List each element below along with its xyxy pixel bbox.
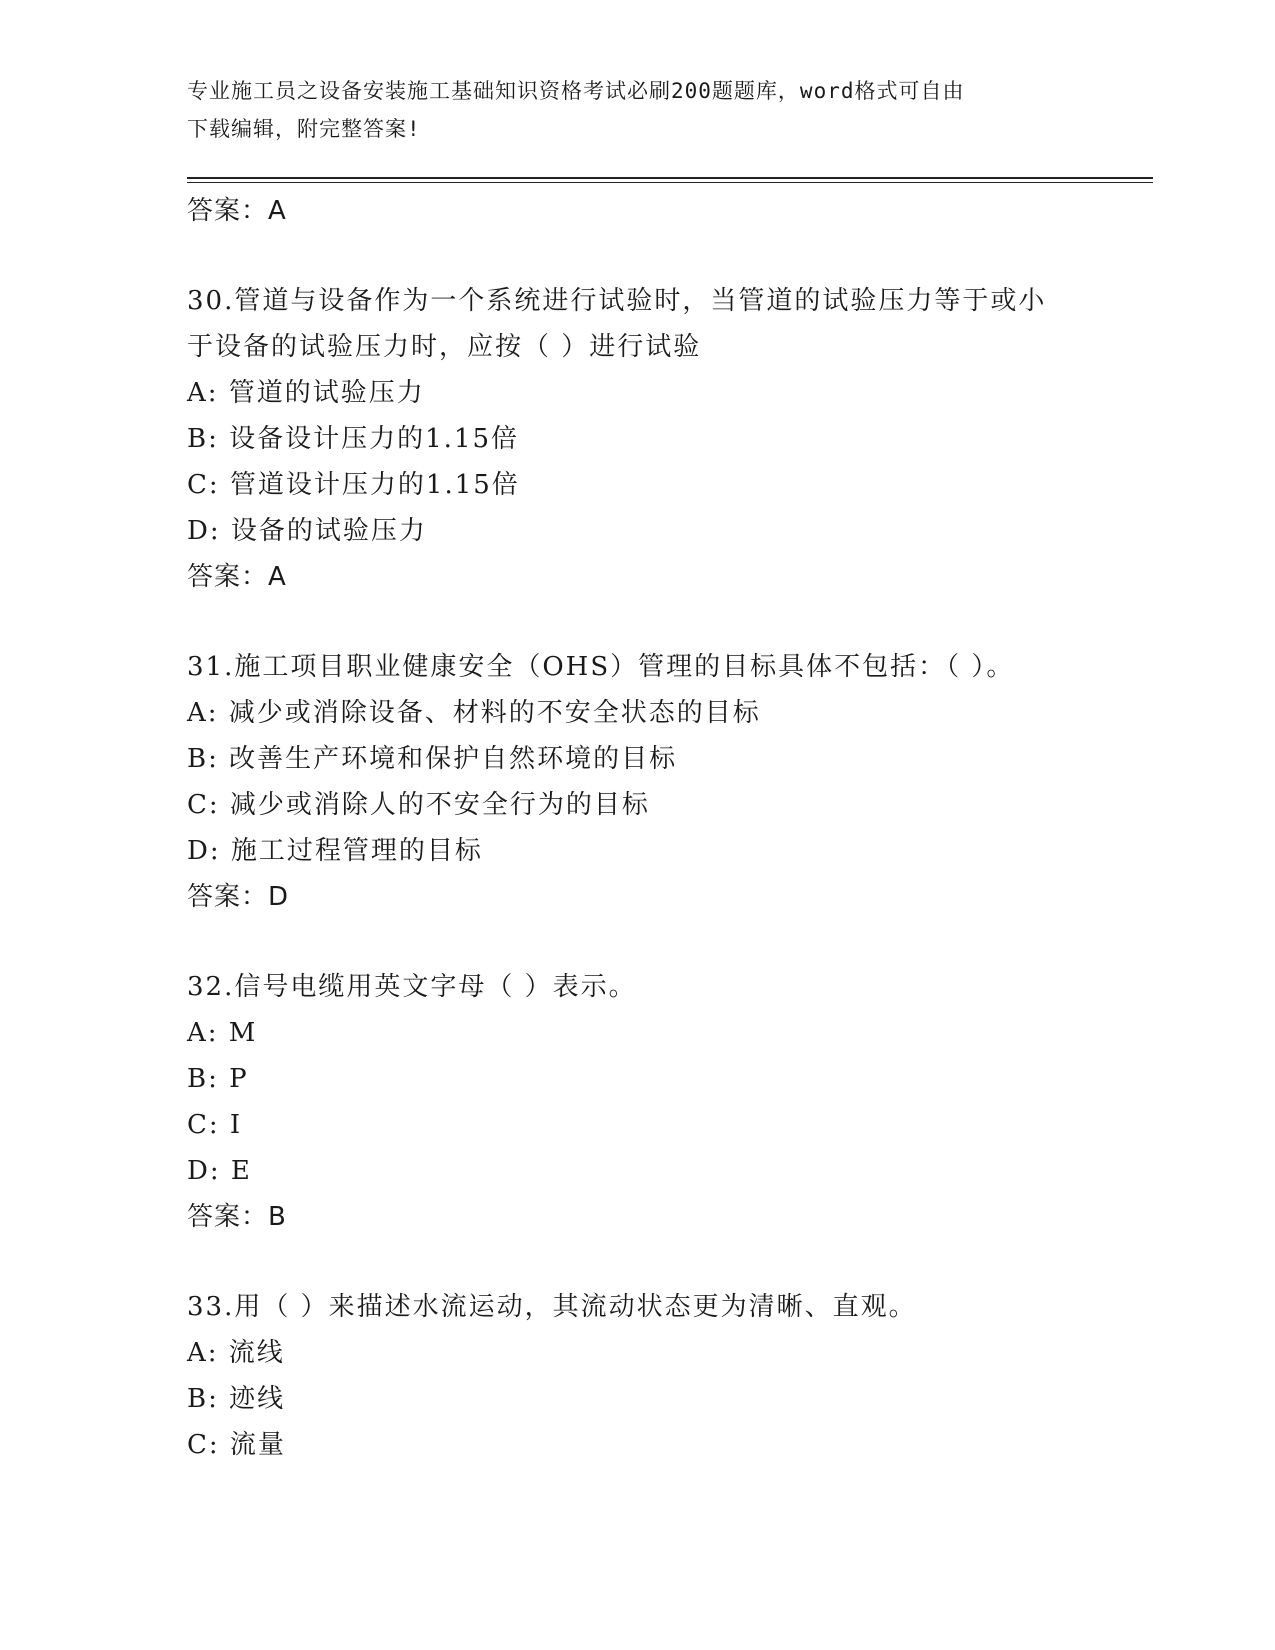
spacer (187, 600, 1087, 644)
option-a: A: 减少或消除设备、材料的不安全状态的目标 (187, 698, 761, 728)
option-c: C: 管道设计压力的1.15倍 (187, 470, 520, 500)
question-stem: 30.管道与设备作为一个系统进行试验时，当管道的试验压力等于或小 (187, 286, 1047, 316)
header-line-1: 专业施工员之设备安装施工基础知识资格考试必刷200题题库，word格式可自由 (187, 79, 965, 103)
question-32 (187, 964, 1087, 1240)
spacer (187, 1240, 1087, 1284)
option-a: A: 管道的试验压力 (187, 378, 425, 408)
question-stem: 31.施工项目职业健康安全（OHS）管理的目标具体不包括：（ ）。 (187, 652, 1015, 682)
header-line-2: 下载编辑，附完整答案! (187, 117, 421, 141)
question-30 (187, 278, 1087, 600)
option-b: B: 设备设计压力的1.15倍 (187, 424, 520, 454)
option-d: D: E (187, 1156, 252, 1186)
question-list (187, 188, 1087, 1468)
option-a: A: 流线 (187, 1338, 285, 1368)
question-stem: 于设备的试验压力时，应按（ ）进行试验 (187, 332, 702, 362)
option-b: B: 迹线 (187, 1384, 286, 1414)
header-rule-thin (187, 182, 1153, 183)
question-stem: 33.用（ ）来描述水流运动，其流动状态更为清晰、直观。 (187, 1292, 917, 1322)
option-b: B: P (187, 1064, 249, 1094)
question-stem: 32.信号电缆用英文字母（ ）表示。 (187, 972, 637, 1002)
answer-label: 答案：D (187, 882, 290, 912)
header-rule-thick (187, 177, 1153, 179)
option-c: C: 流量 (187, 1430, 286, 1460)
spacer (187, 234, 1087, 278)
answer-label: 答案：A (187, 562, 287, 592)
previous-answer: 答案：A (187, 196, 287, 226)
option-c: C: 减少或消除人的不安全行为的目标 (187, 790, 650, 820)
option-c: C: I (187, 1110, 243, 1140)
document-header (187, 72, 1077, 148)
question-33 (187, 1284, 1087, 1468)
spacer (187, 920, 1087, 964)
answer-label: 答案：B (187, 1202, 287, 1232)
option-d: D: 设备的试验压力 (187, 516, 427, 546)
question-31 (187, 644, 1087, 920)
option-a: A: M (187, 1018, 258, 1048)
option-b: B: 改善生产环境和保护自然环境的目标 (187, 744, 678, 774)
option-d: D: 施工过程管理的目标 (187, 836, 483, 866)
